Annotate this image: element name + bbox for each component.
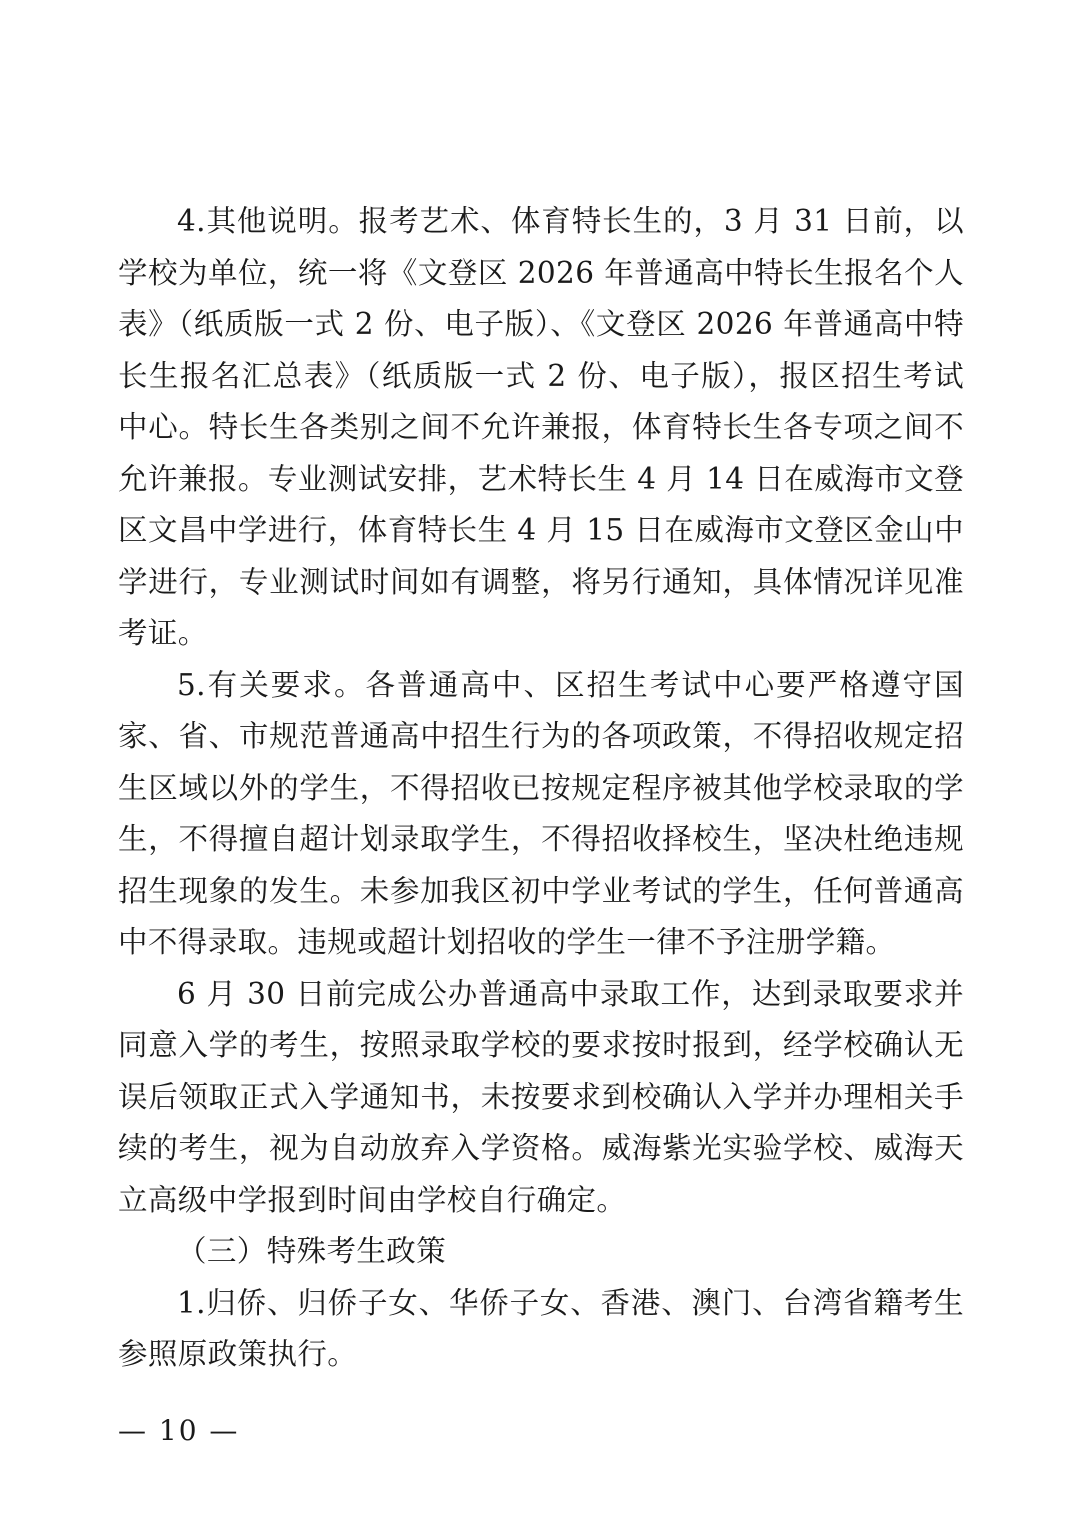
paragraph-overseas-students: 1.归侨、归侨子女、华侨子女、香港、澳门、台湾省籍考生参照原政策执行。 <box>118 1285 964 1371</box>
paragraph-requirements: 5.有关要求。各普通高中、区招生考试中心要严格遵守国家、省、市规范普通高中招生行为的各项政策，不得招收规定招生区域以外的学生，不得招收已按规定程序被其他学校录取的学生，不得擅自超计划录取学生，不得招收择校生，坚决杜绝违规招生现象的发生。未参加我区初中学业考试的学生，任何普通高中不得录取。违规或超计划招收的学生一律不予注册学籍。 <box>118 667 964 959</box>
document-body <box>118 196 964 1381</box>
section-heading-special-policy: （三）特殊考生政策 <box>177 1234 447 1268</box>
paragraph-other-notes: 4.其他说明。报考艺术、体育特长生的，3 月 31 日前，以学校为单位，统一将《文登区 2026 年普通高中特长生报名个人表》（纸质版一式 2 份、电子版）、《文登区 2026 年普通高中特长生报名汇总表》（纸质版一式 2 份、电子版），报区招生考试中心。特长生各类别之间不允许兼报，体育特长生各专项之间不允许兼报。专业测试安排，艺术特长生 4 月 14 日在威海市文登区文昌中学进行，体育特长生 4 月 15 日在威海市文登区金山中学进行，专业测试时间如有调整，将另行通知，具体情况详见准考证。 <box>118 204 964 650</box>
paragraph-admission-deadline: 6 月 30 日前完成公办普通高中录取工作，达到录取要求并同意入学的考生，按照录取学校的要求按时报到，经学校确认无误后领取正式入学通知书，未按要求到校确认入学并办理相关手续的考生，视为自动放弃入学资格。威海紫光实验学校、威海天立高级中学报到时间由学校自行确定。 <box>118 976 964 1217</box>
page-number: — 10 — <box>118 1414 240 1447</box>
